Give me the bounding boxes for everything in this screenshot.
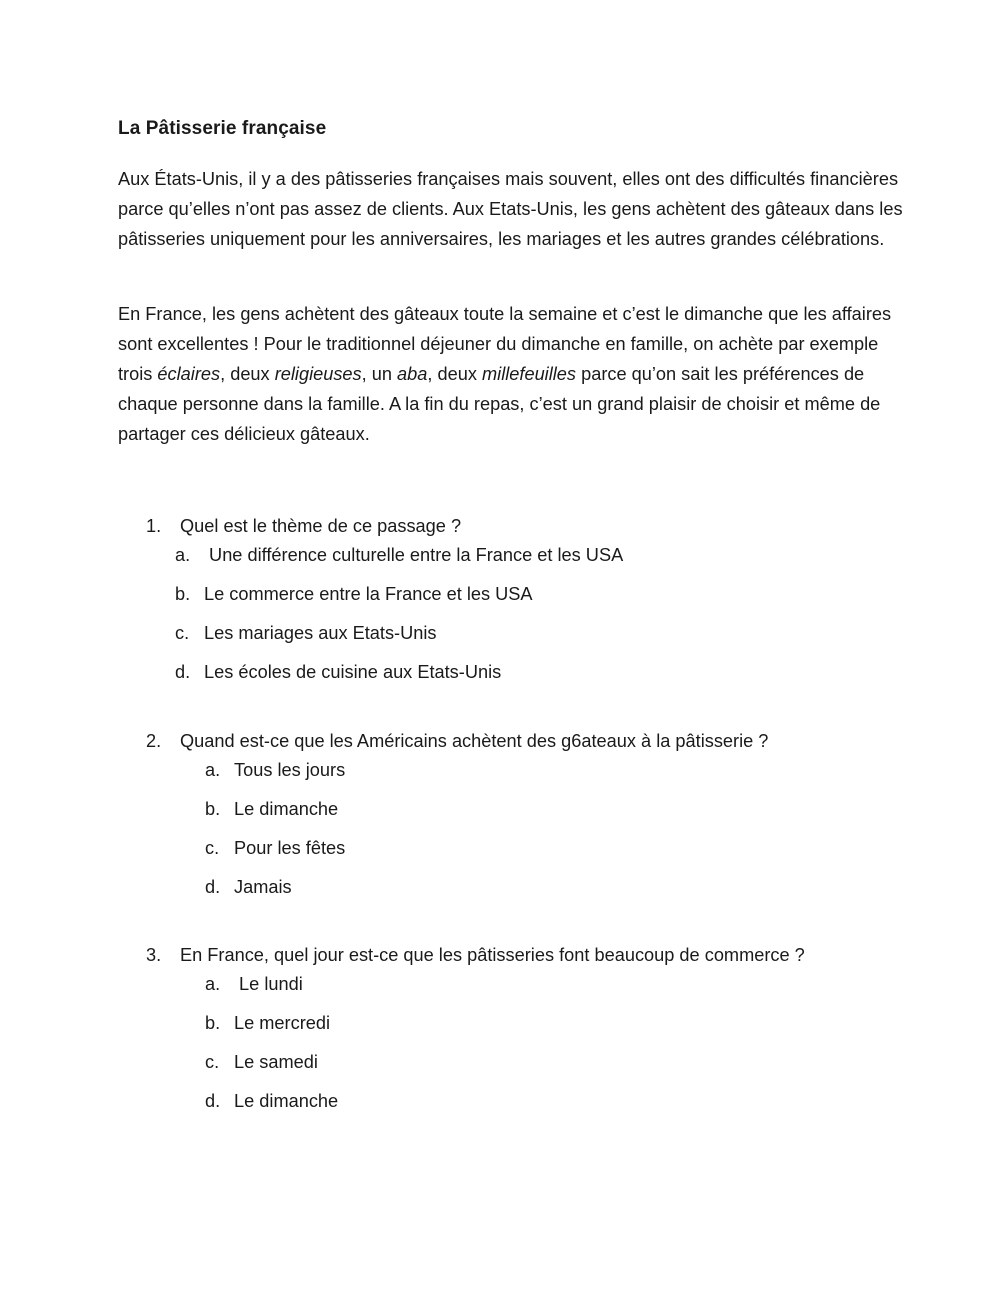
question-text: [146, 514, 461, 538]
paragraph-usa: Aux États-Unis, il y a des pâtisseries françaises mais souvent, elles ont des difficultés financières parce qu’elles n’ont pas assez de clients. Aux Etats-Unis, les gens achètent des gâteaux dans les pâtisseries uniquement pour les anniversaires, les mariages et les autres grandes célébrations.: [118, 169, 903, 249]
italic-term: éclaires: [157, 364, 221, 384]
option-letter: c.: [205, 838, 220, 858]
option-letter: c.: [205, 1052, 220, 1072]
option-label: Pour les fêtes: [234, 838, 346, 858]
option-label: Les écoles de cuisine aux Etats-Unis: [204, 662, 502, 682]
option-c[interactable]: [175, 621, 437, 645]
option-b[interactable]: [175, 582, 533, 606]
option-letter: d.: [175, 662, 191, 682]
option-label: Le lundi: [234, 974, 303, 994]
paragraph-text: , deux: [427, 364, 483, 384]
question-label: Quel est le thème de ce passage ?: [180, 516, 462, 536]
paragraph-text: parce qu’on sait les préférences de chaque personne dans la famille. A la fin du repas, c’est un grand plaisir de choisir et même de partager ces délicieux gâteaux.: [118, 364, 881, 444]
question-text: [146, 943, 805, 967]
paragraph-text: , un: [361, 364, 398, 384]
italic-term: religieuses: [274, 364, 362, 384]
option-label: Tous les jours: [234, 760, 346, 780]
question-number: 3.: [146, 945, 162, 965]
option-a[interactable]: [175, 543, 623, 567]
option-letter: c.: [175, 623, 190, 643]
option-label: Le samedi: [234, 1052, 318, 1072]
option-d[interactable]: [175, 660, 501, 684]
italic-term: millefeuilles: [482, 364, 577, 384]
option-letter: a.: [175, 545, 191, 565]
option-a[interactable]: [205, 758, 345, 782]
option-b[interactable]: [205, 1011, 330, 1035]
paragraph-text: En France, les gens achètent des gâteaux toute la semaine et c’est le dimanche que les affaires sont excellentes ! Pour le traditionnel déjeuner du dimanche en famille, on achète par exemple trois: [118, 304, 892, 384]
question-number: 2.: [146, 731, 162, 751]
question-number: 1.: [146, 516, 162, 536]
option-label: Le mercredi: [234, 1013, 331, 1033]
option-a[interactable]: [205, 972, 303, 996]
option-label: Le dimanche: [234, 1091, 339, 1111]
question-text: [146, 729, 768, 753]
question-1: [0, 514, 1000, 714]
option-b[interactable]: [205, 797, 338, 821]
paragraph-text: , deux: [220, 364, 275, 384]
option-label: Les mariages aux Etats-Unis: [204, 623, 437, 643]
page-title: La Pâtisserie française: [118, 118, 327, 139]
option-letter: b.: [205, 799, 221, 819]
question-2: [0, 729, 1000, 929]
option-letter: b.: [205, 1013, 221, 1033]
question-label: En France, quel jour est-ce que les pâtisseries font beaucoup de commerce ?: [180, 945, 805, 965]
option-letter: b.: [175, 584, 191, 604]
italic-term: aba: [397, 364, 428, 384]
option-letter: d.: [205, 877, 221, 897]
option-label: Une différence culturelle entre la France et les USA: [204, 545, 624, 565]
option-c[interactable]: [205, 1050, 318, 1074]
option-letter: d.: [205, 1091, 221, 1111]
option-d[interactable]: [205, 875, 292, 899]
question-3: [0, 943, 1000, 1143]
option-d[interactable]: [205, 1089, 338, 1113]
option-c[interactable]: [205, 836, 345, 860]
option-label: Le dimanche: [234, 799, 339, 819]
paragraph-france: [118, 299, 908, 449]
option-label: Le commerce entre la France et les USA: [204, 584, 533, 604]
option-label: Jamais: [234, 877, 292, 897]
option-letter: a.: [205, 974, 221, 994]
question-label: Quand est-ce que les Américains achètent des g6ateaux à la pâtisserie ?: [180, 731, 769, 751]
option-letter: a.: [205, 760, 221, 780]
